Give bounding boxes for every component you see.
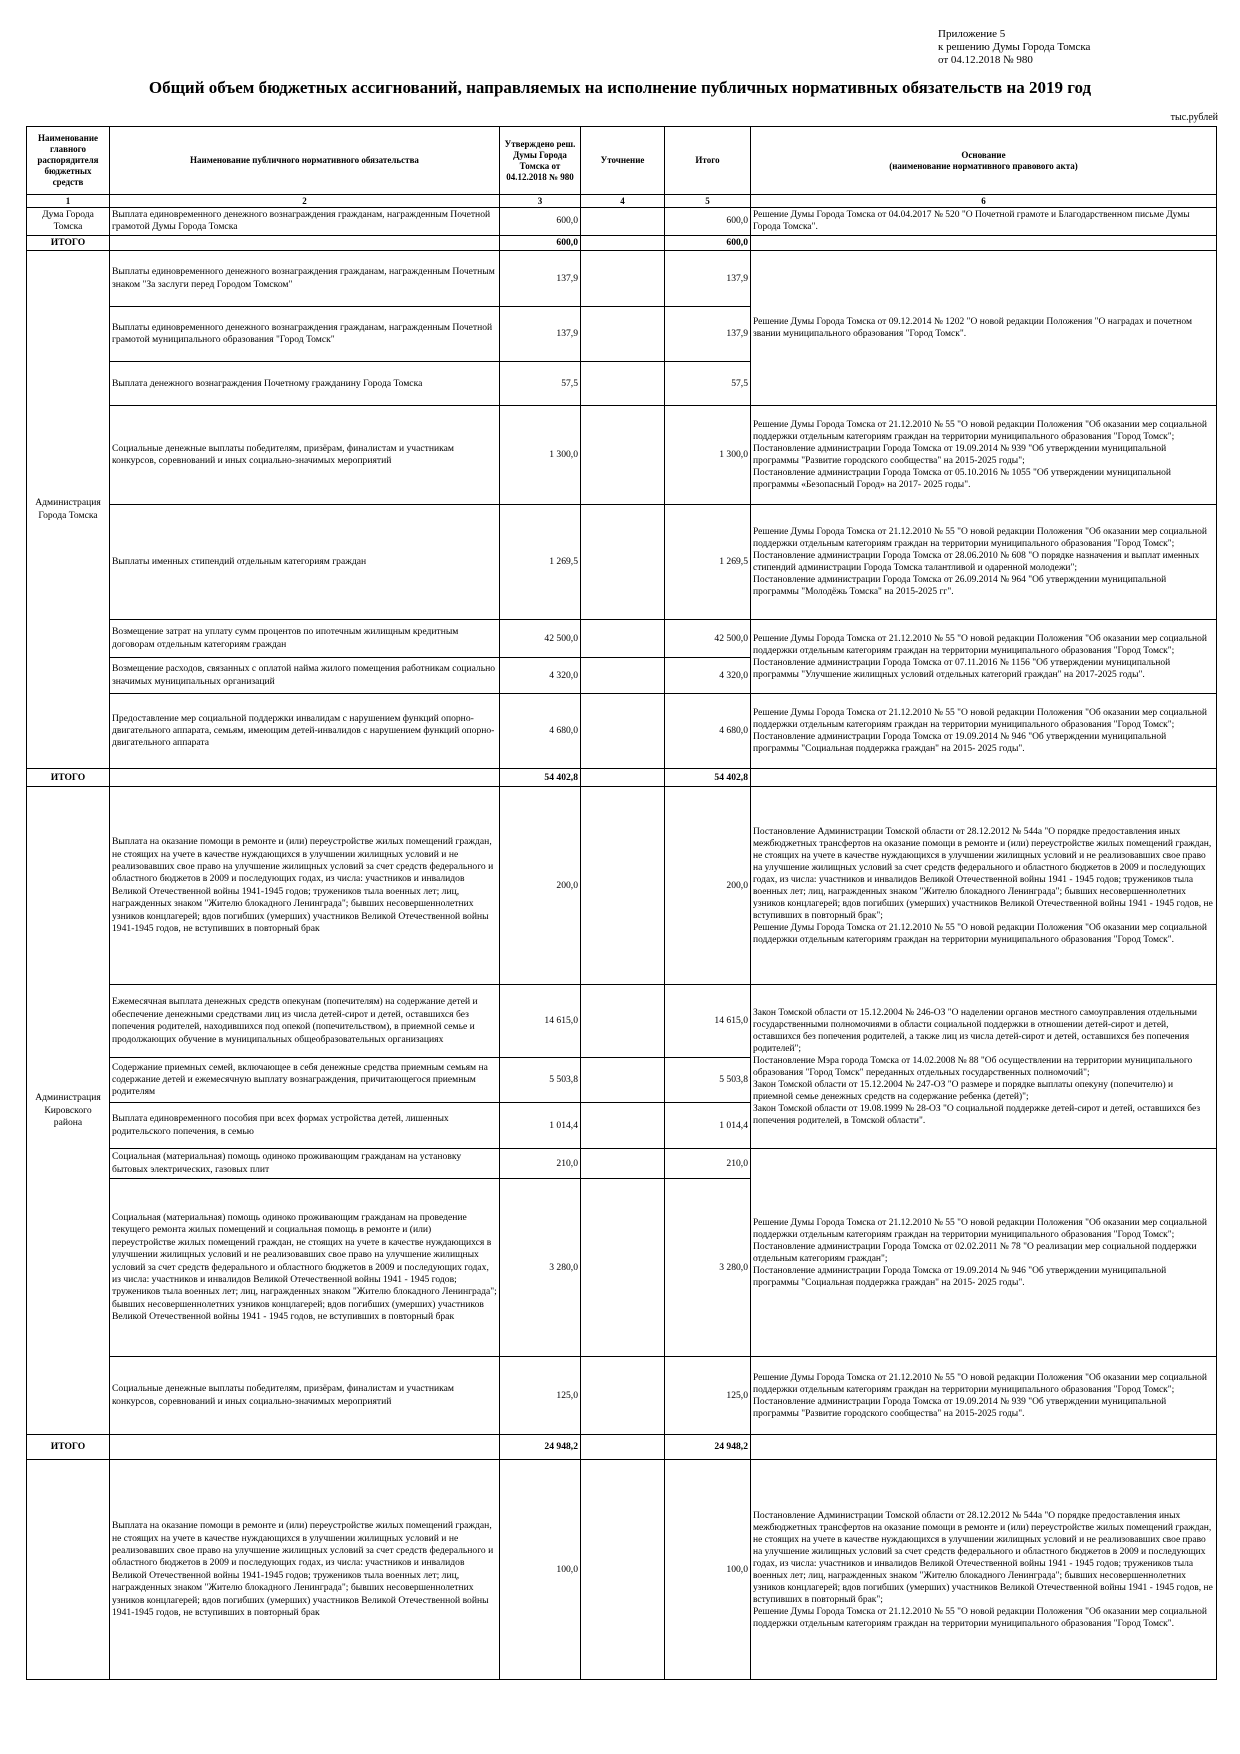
units-label: тыс.рублей bbox=[1170, 112, 1218, 123]
obligation-name: Социальные денежные выплаты победителям, призёрам, финалистам и участникам конкурсов, соревнований и иных социально-значимых мероприятий bbox=[110, 1357, 500, 1435]
obligation-name: Выплата на оказание помощи в ремонте и (или) переустройстве жилых помещений граждан, не стоящих на учете в качестве нуждающихся в улучшении жилищных условий и не реализовавших свое право на улучшение жилищных условий за счет средств федерального и областного бюджетов в 2009 и последующих годах, из числа: участников и инвалидов Великой Отечественной войны 1941-1945 годов; тружеников тыла военных лет; лиц, награжденных знаком "Жителю блокадного Ленинграда"; бывших несовершеннолетних узников концлагерей; вдов погибших (умерших) участников Великой Отечественной войны 1941-1945 годов, не вступивших в повторный брак bbox=[110, 787, 500, 985]
total-amount: 14 615,0 bbox=[665, 985, 751, 1058]
table-row bbox=[27, 620, 1217, 658]
table-row bbox=[27, 694, 1217, 769]
legal-basis: Решение Думы Города Томска от 21.12.2010 № 55 "О новой редакции Положения "Об оказании мер социальной поддержки отдельным категориям граждан на территории муниципального образования "Город Томск"; Постановление администрации Города Томска от 19.09.2014 № 939 "Об утверждении муниципальной программы "Развитие городского сообщества" на 2015-2025 годы". bbox=[751, 1357, 1217, 1435]
subtotal-row bbox=[27, 769, 1217, 787]
change-amount bbox=[581, 1103, 665, 1149]
change-amount bbox=[581, 787, 665, 985]
approved-amount: 4 320,0 bbox=[500, 658, 581, 694]
change-amount bbox=[581, 406, 665, 505]
change-amount bbox=[581, 208, 665, 236]
subtotal-total: 600,0 bbox=[665, 235, 751, 250]
table-row bbox=[27, 1357, 1217, 1435]
obligation-name: Выплата единовременного пособия при всех формах устройства детей, лишенных родительского попечения, в семью bbox=[110, 1103, 500, 1149]
column-index: 4 bbox=[581, 195, 665, 208]
header-col-6-subtitle: (наименование нормативного правового акта) bbox=[889, 160, 1078, 171]
appendix-line-3: от 04.12.2018 № 980 bbox=[938, 54, 1033, 66]
legal-basis: Решение Думы Города Томска от 21.12.2010 № 55 "О новой редакции Положения "Об оказании мер социальной поддержки отдельным категориям граждан на территории муниципального образования "Город Томск"; Постановление администрации Города Томска от 07.11.2016 № 1156 "Об утверждении муниципальной программы "Улучшение жилищных условий отдельных категорий граждан" на 2017-2025 годы". bbox=[751, 620, 1217, 694]
subtotal-label: ИТОГО bbox=[27, 1435, 110, 1460]
change-amount bbox=[581, 1179, 665, 1357]
approved-amount: 1 269,5 bbox=[500, 505, 581, 620]
obligation-name: Выплата на оказание помощи в ремонте и (или) переустройстве жилых помещений граждан, не стоящих на учете в качестве нуждающихся в улучшении жилищных условий и не реализовавших свое право на улучшение жилищных условий за счет средств федерального и областного бюджетов в 2009 и последующих годах, из числа: участников и инвалидов Великой Отечественной войны 1941-1945 годов; тружеников тыла военных лет; лиц, награжденных знаком "Жителю блокадного Ленинграда"; бывших несовершеннолетних узников концлагерей; вдов погибших (умерших) участников Великой Отечественной войны 1941-1945 годов, не вступивших в повторный брак bbox=[110, 1460, 500, 1680]
approved-amount: 5 503,8 bbox=[500, 1058, 581, 1103]
table-row bbox=[27, 208, 1217, 236]
obligation-name: Выплаты именных стипендий отдельным категориям граждан bbox=[110, 505, 500, 620]
obligation-name: Ежемесячная выплата денежных средств опекунам (попечителям) на содержание детей и обеспечение денежными средствами лиц из числа детей-сирот и детей, оставшихся без попечения родителей, находившихся под опекой (попечительством), в приемной семье и продолжающих обучение в муниципальных общеобразовательных организациях bbox=[110, 985, 500, 1058]
table-row bbox=[27, 787, 1217, 985]
change-amount bbox=[581, 1149, 665, 1179]
subtotal-row bbox=[27, 1435, 1217, 1460]
distributor-name: Дума Города Томска bbox=[27, 208, 110, 236]
column-index-row bbox=[27, 195, 1217, 208]
table-row bbox=[27, 251, 1217, 307]
total-amount: 200,0 bbox=[665, 787, 751, 985]
table-header-row bbox=[27, 127, 1217, 195]
header-col-1: Наименование главного распорядителя бюджетных средств bbox=[27, 127, 110, 195]
obligation-name: Содержание приемных семей, включающее в себя денежные средства приемным семьям на содержание детей и ежемесячную выплату вознаграждения, причитающегося приемным родителям bbox=[110, 1058, 500, 1103]
table-row bbox=[27, 505, 1217, 620]
obligation-name: Выплаты единовременного денежного вознаграждения гражданам, награжденным Почетной грамотой муниципального образования "Город Томск" bbox=[110, 307, 500, 362]
total-amount: 5 503,8 bbox=[665, 1058, 751, 1103]
legal-basis: Постановление Администрации Томской области от 28.12.2012 № 544а "О порядке предоставления иных межбюджетных трансфертов на оказание помощи в ремонте и (или) переустройстве жилых помещений граждан, не стоящих на учете в качестве нуждающихся в улучшении жилищных условий и не реализовавших свое право на улучшение жилищных условий за счет средств федерального и областного бюджетов в 2009 и последующих годах, из числа: участников и инвалидов Великой Отечественной войны 1941 - 1945 годов; тружеников тыла военных лет; лиц, награжденных знаком "Жителю блокадного Ленинграда"; бывших несовершеннолетних узников концлагерей; вдов погибших (умерших) участников Великой Отечественной войны 1941 - 1945 годов, не вступивших в повторный брак"; Решение Думы Города Томска от 21.12.2010 № 55 "О новой редакции Положения "Об оказании мер социальной поддержки отдельным категориям граждан на территории муниципального образования "Город Томск". bbox=[751, 1460, 1217, 1680]
column-index: 2 bbox=[110, 195, 500, 208]
total-amount: 125,0 bbox=[665, 1357, 751, 1435]
header-col-5: Итого bbox=[665, 127, 751, 195]
column-index: 5 bbox=[665, 195, 751, 208]
change-amount bbox=[581, 694, 665, 769]
approved-amount: 200,0 bbox=[500, 787, 581, 985]
distributor-name bbox=[27, 1460, 110, 1680]
obligation-name: Выплата единовременного денежного вознаграждения гражданам, награжденным Почетной грамотой Думы Города Томска bbox=[110, 208, 500, 236]
header-col-6-title: Основание bbox=[961, 149, 1006, 160]
distributor-name: Администрация Города Томска bbox=[27, 251, 110, 769]
total-amount: 57,5 bbox=[665, 362, 751, 406]
approved-amount: 1 014,4 bbox=[500, 1103, 581, 1149]
budget-table bbox=[26, 126, 1217, 1680]
approved-amount: 600,0 bbox=[500, 208, 581, 236]
table-row bbox=[27, 1149, 1217, 1179]
subtotal-approved: 24 948,2 bbox=[500, 1435, 581, 1460]
legal-basis: Решение Думы Города Томска от 21.12.2010 № 55 "О новой редакции Положения "Об оказании мер социальной поддержки отдельным категориям граждан на территории муниципального образования "Город Томск"; Постановление администрации Города Томска от 28.06.2010 № 608 "О порядке назначения и выплат именных стипендий администрации Города Томска талантливой и одаренной молодежи"; Постановление администрации Города Томска от 26.09.2014 № 964 "Об утверждении муниципальной программы "Молодёжь Томска" на 2015-2025 гг". bbox=[751, 505, 1217, 620]
approved-amount: 57,5 bbox=[500, 362, 581, 406]
column-index: 3 bbox=[500, 195, 581, 208]
change-amount bbox=[581, 505, 665, 620]
document-title: Общий объем бюджетных ассигнований, направляемых на исполнение публичных нормативных обязательств на 2019 год bbox=[148, 78, 1092, 97]
approved-amount: 4 680,0 bbox=[500, 694, 581, 769]
obligation-name: Возмещение расходов, связанных с оплатой найма жилого помещения работникам социально значимых муниципальных организаций bbox=[110, 658, 500, 694]
subtotal-total: 24 948,2 bbox=[665, 1435, 751, 1460]
legal-basis: Решение Думы Города Томска от 21.12.2010 № 55 "О новой редакции Положения "Об оказании мер социальной поддержки отдельным категориям граждан на территории муниципального образования "Город Томск"; Постановление администрации Города Томска от 19.09.2014 № 946 "Об утверждении муниципальной программы "Социальная поддержка граждан" на 2015- 2025 годы". bbox=[751, 694, 1217, 769]
approved-amount: 125,0 bbox=[500, 1357, 581, 1435]
legal-basis: Постановление Администрации Томской области от 28.12.2012 № 544а "О порядке предоставления иных межбюджетных трансфертов на оказание помощи в ремонте и (или) переустройстве жилых помещений граждан, не стоящих на учете в качестве нуждающихся в улучшении жилищных условий и не реализовавших свое право на улучшение жилищных условий за счет средств федерального и областного бюджетов в 2009 и последующих годах, из числа: участников и инвалидов Великой Отечественной войны 1941 - 1945 годов; тружеников тыла военных лет; лиц, награжденных знаком "Жителю блокадного Ленинграда"; бывших несовершеннолетних узников концлагерей; вдов погибших (умерших) участников Великой Отечественной войны 1941 - 1945 годов, не вступивших в повторный брак"; Решение Думы Города Томска от 21.12.2010 № 55 "О новой редакции Положения "Об оказании мер социальной поддержки отдельным категориям граждан на территории муниципального образования "Город Томск". bbox=[751, 787, 1217, 985]
distributor-name: Администрация Кировского района bbox=[27, 787, 110, 1435]
change-amount bbox=[581, 1460, 665, 1680]
legal-basis: Закон Томской области от 15.12.2004 № 246-ОЗ "О наделении органов местного самоуправления отдельными государственными полномочиями в области социальной поддержки в отношении детей-сирот и детей, оставшихся без попечения родителей, а также лиц из числа детей-сирот и детей, оставшихся без попечения родителей"; Постановление Мэра города Томска от 14.02.2008 № 88 "Об осуществлении на территории муниципального образования "Город Томск" переданных отдельных государственных полномочий"; Закон Томской области от 15.12.2004 № 247-ОЗ "О размере и порядке выплаты опекуну (попечителю) и приемной семье денежных средств на содержание ребенка (детей)"; Закон Томской области от 19.08.1999 № 28-ОЗ "О социальной поддержке детей-сирот и детей, оставшихся без попечения родителей, в Томской области". bbox=[751, 985, 1217, 1149]
total-amount: 1 269,5 bbox=[665, 505, 751, 620]
change-amount bbox=[581, 1058, 665, 1103]
appendix-line-2: к решению Думы Города Томска bbox=[938, 41, 1091, 53]
column-index: 1 bbox=[27, 195, 110, 208]
approved-amount: 100,0 bbox=[500, 1460, 581, 1680]
subtotal-row bbox=[27, 235, 1217, 250]
appendix-note bbox=[938, 28, 1090, 67]
header-col-2: Наименование публичного нормативного обязательства bbox=[110, 127, 500, 195]
subtotal-approved: 54 402,8 bbox=[500, 769, 581, 787]
header-col-4: Уточнение bbox=[581, 127, 665, 195]
obligation-name: Социальная (материальная) помощь одиноко проживающим гражданам на проведение текущего ремонта жилых помещений и социальная помощь в ремонте и (или) переустройстве жилых помещений граждан, не стоящих на учете в качестве нуждающихся в улучшении жилищных условий и не реализовавших свое право на улучшение жилищных условий за счет средств федерального и областного бюджетов в 2009 и последующих годах, из числа: участников и инвалидов Великой Отечественной войны 1941 - 1945 годов; тружеников тыла военных лет; лиц, награжденных знаком "Жителю блокадного Ленинграда"; бывших несовершеннолетних узников концлагерей; вдов погибших (умерших) участников Великой Отечественной войны 1941 - 1945 годов, не вступивших в повторный брак bbox=[110, 1179, 500, 1357]
total-amount: 4 680,0 bbox=[665, 694, 751, 769]
subtotal-approved: 600,0 bbox=[500, 235, 581, 250]
approved-amount: 137,9 bbox=[500, 307, 581, 362]
subtotal-label: ИТОГО bbox=[27, 235, 110, 250]
change-amount bbox=[581, 307, 665, 362]
table-row bbox=[27, 1460, 1217, 1680]
total-amount: 3 280,0 bbox=[665, 1179, 751, 1357]
obligation-name: Предоставление мер социальной поддержки инвалидам с нарушением функций опорно-двигательного аппарата, семьям, имеющим детей-инвалидов с нарушением функций опорно-двигательного аппарата bbox=[110, 694, 500, 769]
obligation-name: Выплата денежного вознаграждения Почетному гражданину Города Томска bbox=[110, 362, 500, 406]
total-amount: 210,0 bbox=[665, 1149, 751, 1179]
legal-basis: Решение Думы Города Томска от 09.12.2014 № 1202 "О новой редакции Положения "О наградах и почетном звании муниципального образования "Город Томск". bbox=[751, 251, 1217, 406]
total-amount: 137,9 bbox=[665, 251, 751, 307]
appendix-line-1: Приложение 5 bbox=[938, 28, 1006, 40]
total-amount: 1 014,4 bbox=[665, 1103, 751, 1149]
table-row bbox=[27, 985, 1217, 1058]
change-amount bbox=[581, 658, 665, 694]
change-amount bbox=[581, 251, 665, 307]
total-amount: 600,0 bbox=[665, 208, 751, 236]
table-row bbox=[27, 406, 1217, 505]
total-amount: 100,0 bbox=[665, 1460, 751, 1680]
total-amount: 137,9 bbox=[665, 307, 751, 362]
approved-amount: 42 500,0 bbox=[500, 620, 581, 658]
legal-basis: Решение Думы Города Томска от 21.12.2010 № 55 "О новой редакции Положения "Об оказании мер социальной поддержки отдельным категориям граждан на территории муниципального образования "Город Томск"; Постановление администрации Города Томска от 02.02.2011 № 78 "О реализации мер социальной поддержки отдельным категориям граждан"; Постановление администрации Города Томска от 19.09.2014 № 946 "Об утверждении муниципальной программы "Социальная поддержка граждан" на 2015- 2025 годы". bbox=[751, 1149, 1217, 1357]
header-col-3: Утверждено реш. Думы Города Томска от 04.12.2018 № 980 bbox=[500, 127, 581, 195]
obligation-name: Социальные денежные выплаты победителям, призёрам, финалистам и участникам конкурсов, соревнований и иных социально-значимых мероприятий bbox=[110, 406, 500, 505]
change-amount bbox=[581, 985, 665, 1058]
column-index: 6 bbox=[751, 195, 1217, 208]
obligation-name: Выплаты единовременного денежного вознаграждения гражданам, награжденным Почетным знаком "За заслуги перед Городом Томском" bbox=[110, 251, 500, 307]
header-col-6 bbox=[751, 127, 1217, 195]
obligation-name: Возмещение затрат на уплату сумм процентов по ипотечным жилищным кредитным договорам отдельным категориям граждан bbox=[110, 620, 500, 658]
subtotal-label: ИТОГО bbox=[27, 769, 110, 787]
change-amount bbox=[581, 362, 665, 406]
obligation-name: Социальная (материальная) помощь одиноко проживающим гражданам на установку бытовых электрических, газовых плит bbox=[110, 1149, 500, 1179]
change-amount bbox=[581, 620, 665, 658]
total-amount: 1 300,0 bbox=[665, 406, 751, 505]
change-amount bbox=[581, 1357, 665, 1435]
subtotal-total: 54 402,8 bbox=[665, 769, 751, 787]
approved-amount: 137,9 bbox=[500, 251, 581, 307]
legal-basis: Решение Думы Города Томска от 04.04.2017 № 520 "О Почетной грамоте и Благодарственном письме Думы Города Томска". bbox=[751, 208, 1217, 236]
approved-amount: 1 300,0 bbox=[500, 406, 581, 505]
legal-basis: Решение Думы Города Томска от 21.12.2010 № 55 "О новой редакции Положения "Об оказании мер социальной поддержки отдельным категориям граждан на территории муниципального образования "Город Томск"; Постановление администрации Города Томска от 19.09.2014 № 939 "Об утверждении муниципальной программы "Развитие городского сообщества" на 2015-2025 годы"; Постановление администрации Города Томска от 05.10.2016 № 1055 "Об утверждении муниципальной программы «Безопасный Город» на 2017- 2025 годы". bbox=[751, 406, 1217, 505]
approved-amount: 3 280,0 bbox=[500, 1179, 581, 1357]
total-amount: 4 320,0 bbox=[665, 658, 751, 694]
approved-amount: 210,0 bbox=[500, 1149, 581, 1179]
approved-amount: 14 615,0 bbox=[500, 985, 581, 1058]
total-amount: 42 500,0 bbox=[665, 620, 751, 658]
